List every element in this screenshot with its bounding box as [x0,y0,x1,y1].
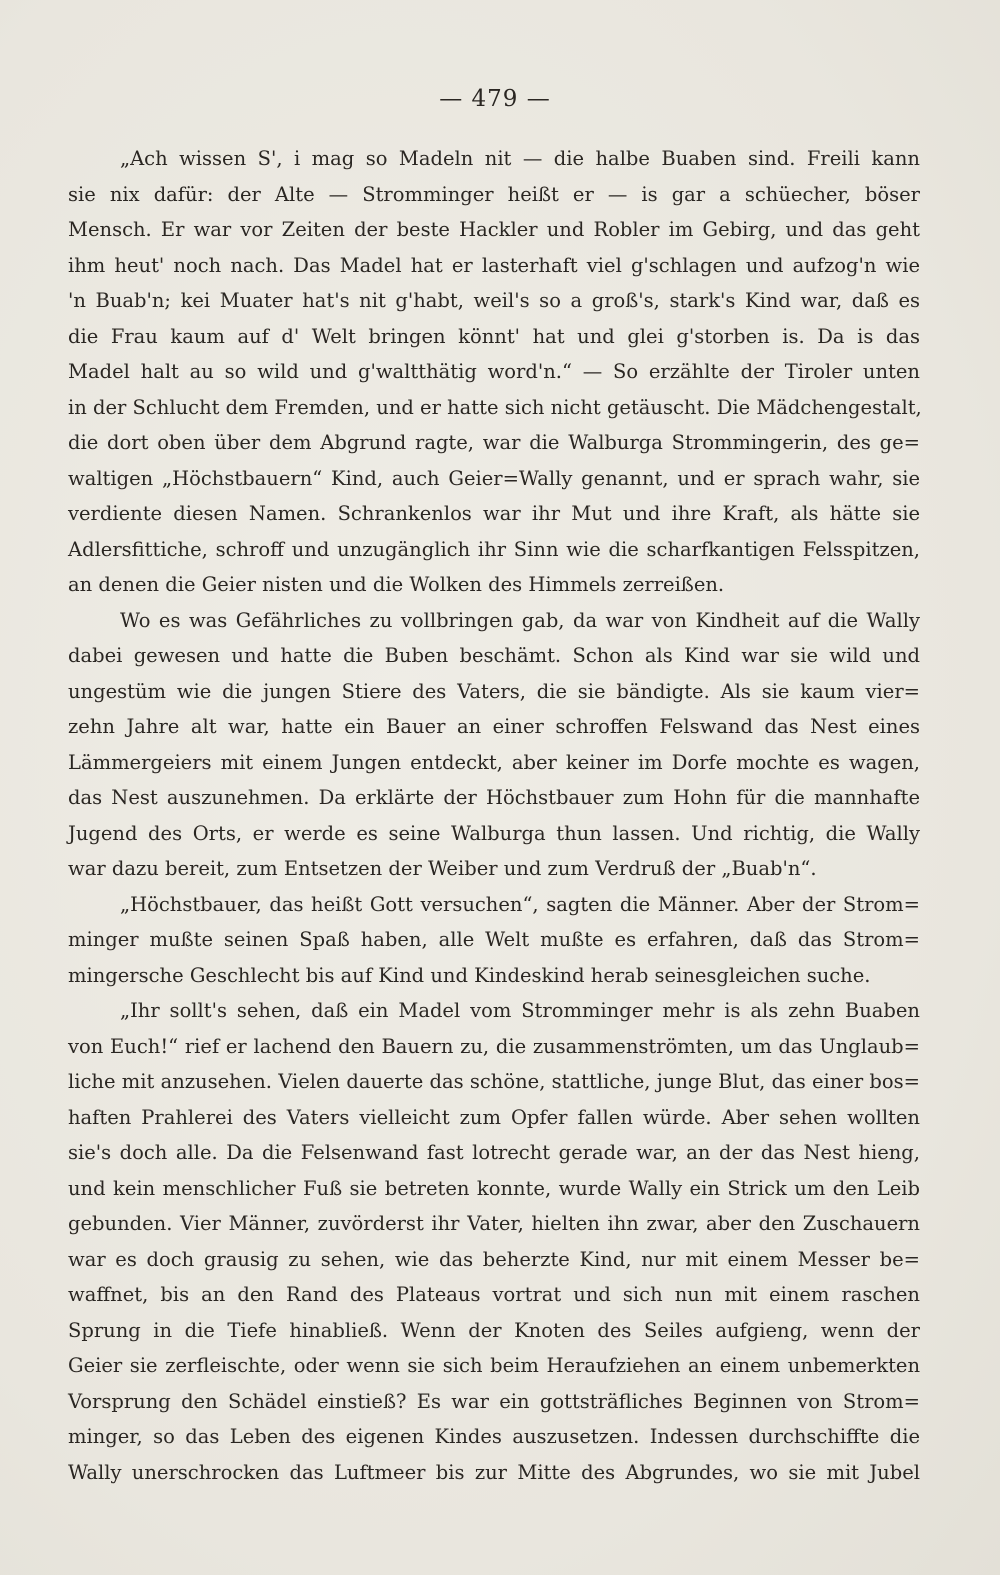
text-line: dabei gewesen und hatte die Buben beschämt. Schon als Kind war sie wild und [68,644,920,667]
text-line: die Frau kaum auf d' Welt bringen könnt' hat und glei g'storben is. Da is das [68,324,920,348]
text-line: in der Schlucht dem Fremden, und er hatte sich nicht getäuscht. Die Mädchengestalt, [68,395,922,419]
text-line: haften Prahlerei des Vaters vielleicht zum Opfer fallen würde. Aber sehen wollten [68,1105,920,1129]
body-text [68,141,920,1490]
text-line: Adlersfittiche, schroff und unzugänglich ihr Sinn wie die scharfkantigen Felsspitzen, [68,537,920,561]
text-line: war dazu bereit, zum Entsetzen der Weiber und zum Verdruß der „Buab'n“. [68,857,817,880]
text-line: gebunden. Vier Männer, zuvörderst ihr Vater, hielten ihn zwar, aber den Zuschauern [68,1212,920,1235]
text-line: minger, so das Leben des eigenen Kindes auszusetzen. Indessen durchschiffte die [68,1425,920,1448]
text-line: Wo es was Gefährliches zu vollbringen gab, da war von Kindheit auf die Wally [120,608,920,632]
text-line: zehn Jahre alt war, hatte ein Bauer an einer schroffen Felswand das Nest eines [68,715,920,738]
text-line: ihm heut' noch nach. Das Madel hat er lasterhaft viel g'schlagen und aufzog'n wie [68,253,920,277]
text-line: Mensch. Er war vor Zeiten der beste Hackler und Robler im Gebirg, und das geht [68,218,920,241]
text-line: „Höchstbauer, das heißt Gott versuchen“, sagten die Männer. Aber der Strom= [120,892,920,916]
page-number: — 479 — [439,86,551,112]
text-line: „Ach wissen S', i mag so Madeln nit — die halbe Buaben sind. Freili kann [120,147,920,170]
text-line: die dort oben über dem Abgrund ragte, war die Walburga Strommingerin, des ge= [68,431,920,454]
text-line: liche mit anzusehen. Vielen dauerte das schöne, stattliche, junge Blut, das einer bos= [68,1070,920,1093]
text-line: 'n Buab'n; kei Muater hat's nit g'habt, weil's so a groß's, stark's Kind war, daß es [68,289,920,312]
text-line: Vorsprung den Schädel einstieß? Es war ein gottsträfliches Beginnen von Strom= [68,1389,920,1413]
text-line: Jugend des Orts, er werde es seine Walburga thun lassen. Und richtig, die Wally [68,821,920,845]
text-line: das Nest auszunehmen. Da erklärte der Höchstbauer zum Hohn für die mannhafte [68,786,920,809]
text-line: und kein menschlicher Fuß sie betreten konnte, wurde Wally ein Strick um den Leib [68,1176,920,1200]
text-line: ungestüm wie die jungen Stiere des Vaters, die sie bändigte. Als sie kaum vier= [68,679,920,703]
text-line: minger mußte seinen Spaß haben, alle Welt mußte es erfahren, daß das Strom= [68,928,920,951]
text-line: Geier sie zerfleischte, oder wenn sie sich beim Heraufziehen an einem unbemerkten [68,1354,920,1377]
text-line: war es doch grausig zu sehen, wie das beherzte Kind, nur mit einem Messer be= [68,1247,920,1271]
text-line: „Ihr sollt's sehen, daß ein Madel vom Stromminger mehr is als zehn Buaben [120,999,920,1022]
text-line: Wally unerschrocken das Luftmeer bis zur Mitte des Abgrundes, wo sie mit Jubel [68,1460,920,1484]
text-line: sie nix dafür: der Alte — Stromminger heißt er — is gar a schüecher, böser [68,182,920,206]
text-line: sie's doch alle. Da die Felsenwand fast lotrecht gerade war, an der das Nest hieng, [68,1141,920,1164]
text-line: an denen die Geier nisten und die Wolken des Himmels zerreißen. [68,573,725,596]
text-line: von Euch!“ rief er lachend den Bauern zu, die zusammenströmten, um das Unglaub= [68,1034,920,1058]
text-line: waltigen „Höchstbauern“ Kind, auch Geier=Wally genannt, und er sprach wahr, sie [68,466,920,490]
text-line: Lämmergeiers mit einem Jungen entdeckt, aber keiner im Dorfe mochte es wagen, [68,750,920,774]
text-line: waffnet, bis an den Rand des Plateaus vortrat und sich nun mit einem raschen [68,1283,920,1306]
text-line: Sprung in die Tiefe hinabließ. Wenn der Knoten des Seiles aufgieng, wenn der [68,1318,920,1342]
text-line: verdiente diesen Namen. Schrankenlos war ihr Mut und ihre Kraft, als hätte sie [68,502,920,525]
text-line: Madel halt au so wild und g'waltthätig word'n.“ — So erzählte der Tiroler unten [68,360,920,383]
text-line: mingersche Geschlecht bis auf Kind und Kindeskind herab seinesgleichen suche. [68,963,871,987]
